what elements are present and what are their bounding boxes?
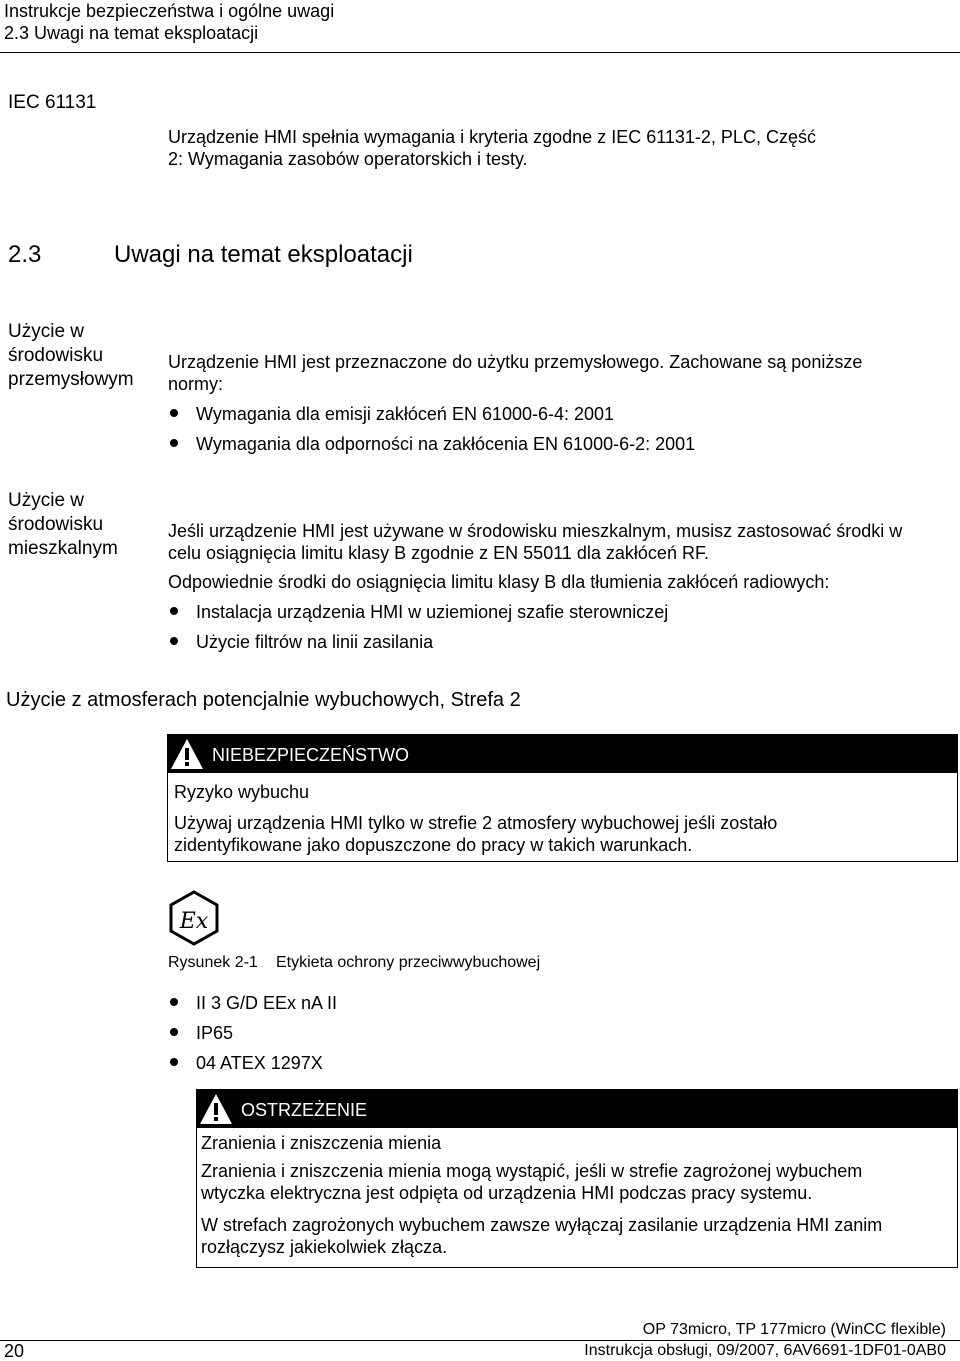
residential-text-line1: Jeśli urządzenie HMI jest używane w środowisku mieszkalnym, musisz zastosować środki w <box>168 521 903 541</box>
warning-p1-line1: Zranienia i zniszczenia mienia mogą wystąpić, jeśli w strefie zagrożonej wybuchem <box>201 1161 863 1181</box>
industrial-label-line: przemysłowym <box>8 369 134 390</box>
danger-notice <box>167 734 958 862</box>
list-item-text: Instalacja urządzenia HMI w uziemionej szafie sterowniczej <box>196 602 669 622</box>
iec-label: IEC 61131 <box>8 92 97 113</box>
warning-subtitle: Zranienia i zniszczenia mienia <box>201 1133 442 1153</box>
list-item <box>168 631 958 661</box>
warning-p2-line2: rozłączysz jakiekolwiek złącza. <box>201 1237 448 1257</box>
warning-title: OSTRZEŻENIE <box>241 1100 368 1120</box>
explosive-heading: Użycie z atmosferach potencjalnie wybuchowych, Strefa 2 <box>6 689 521 711</box>
industrial-label-line: Użycie w <box>8 321 85 342</box>
bullet-icon <box>170 998 178 1006</box>
industrial-label-line: środowisku <box>8 345 104 366</box>
bullet-icon <box>170 409 178 417</box>
list-item-text: II 3 G/D EEx nA II <box>196 993 338 1013</box>
industrial-text-line1: Urządzenie HMI jest przeznaczone do użytku przemysłowego. Zachowane są poniższe <box>168 352 863 372</box>
footer-manual: Instrukcja obsługi, 09/2007, 6AV6691-1DF01-0AB0 <box>584 1342 946 1359</box>
list-item <box>168 1052 958 1082</box>
figure-caption-number: Rysunek 2-1 <box>168 954 258 971</box>
industrial-norms-list <box>168 403 958 463</box>
industrial-text-line2: normy: <box>168 374 224 394</box>
list-item-text: Użycie filtrów na linii zasilania <box>196 632 434 652</box>
list-item-text: 04 ATEX 1297X <box>196 1053 323 1073</box>
bullet-icon <box>170 1028 178 1036</box>
iec-text-line2: 2: Wymagania zasobów operatorskich i testy. <box>168 149 528 169</box>
danger-header <box>168 735 957 773</box>
residential-measures-list <box>168 601 958 661</box>
bullet-icon <box>170 637 178 645</box>
residential-label-line: środowisku <box>8 514 104 535</box>
warning-p1-line2: wtyczka elektryczna jest odpięta od urządzenia HMI podczas pracy systemu. <box>201 1183 813 1203</box>
residential-label-line: mieszkalnym <box>8 538 118 559</box>
warning-header <box>197 1090 957 1128</box>
iec-text-line1: Urządzenie HMI spełnia wymagania i kryteria zgodne z IEC 61131-2, PLC, Część <box>168 127 816 147</box>
bullet-icon <box>170 439 178 447</box>
residential-text-line2: celu osiągnięcia limitu klasy B zgodnie z EN 55011 dla zakłóceń RF. <box>168 543 709 563</box>
danger-subtitle: Ryzyko wybuchu <box>174 782 310 802</box>
section-title: Uwagi na temat eksploatacji <box>114 241 413 268</box>
warning-triangle-icon <box>170 737 204 771</box>
danger-title: NIEBEZPIECZEŃSTWO <box>212 745 410 765</box>
residential-label <box>8 489 158 561</box>
residential-label-line: Użycie w <box>8 490 85 511</box>
page-number: 20 <box>4 1341 25 1361</box>
industrial-label <box>8 320 158 392</box>
danger-text-line2: zidentyfikowane jako dopuszczone do pracy w takich warunkach. <box>174 835 693 855</box>
footer-product: OP 73micro, TP 177micro (WinCC flexible) <box>642 1321 946 1338</box>
running-header-section: 2.3 Uwagi na temat eksploatacji <box>4 23 259 43</box>
ex-symbol-text: Ex <box>179 909 209 934</box>
bullet-icon <box>170 1058 178 1066</box>
warning-triangle-icon <box>199 1092 233 1126</box>
warning-p2-line1: W strefach zagrożonych wybuchem zawsze wyłączaj zasilanie urządzenia HMI zanim <box>201 1215 883 1235</box>
ex-hexagon-symbol <box>166 890 222 946</box>
list-item <box>168 601 958 631</box>
bullet-icon <box>170 607 178 615</box>
list-item <box>168 403 958 433</box>
list-item-text: IP65 <box>196 1023 234 1043</box>
list-item-text: Wymagania dla odporności na zakłócenia EN 61000-6-2: 2001 <box>196 434 696 454</box>
list-item <box>168 992 958 1022</box>
header-rule <box>0 52 960 53</box>
section-number: 2.3 <box>8 241 42 268</box>
list-item <box>168 433 958 463</box>
list-item <box>168 1022 958 1052</box>
danger-text-line1: Używaj urządzenia HMI tylko w strefie 2 atmosfery wybuchowej jeśli zostało <box>174 813 778 833</box>
warning-notice <box>196 1089 958 1268</box>
ex-markings-list <box>168 992 958 1082</box>
residential-text-line3: Odpowiednie środki do osiągnięcia limitu klasy B dla tłumienia zakłóceń radiowych: <box>168 572 830 592</box>
figure-caption-text: Etykieta ochrony przeciwwybuchowej <box>276 954 541 971</box>
running-header-chapter: Instrukcje bezpieczeństwa i ogólne uwagi <box>4 1 335 21</box>
list-item-text: Wymagania dla emisji zakłóceń EN 61000-6-4: 2001 <box>196 404 615 424</box>
